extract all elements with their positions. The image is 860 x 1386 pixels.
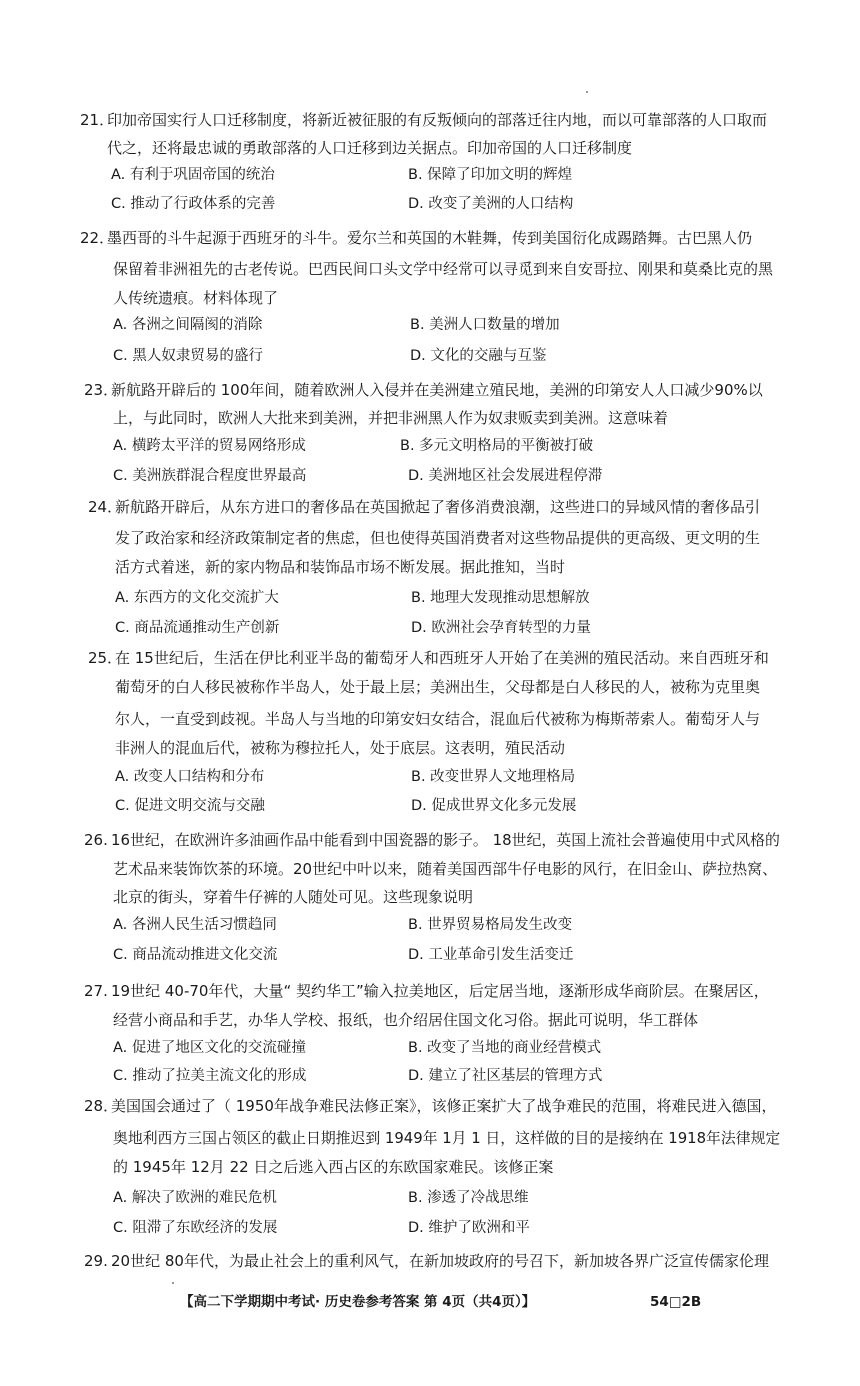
question-number: 28． bbox=[84, 1097, 119, 1115]
question-stem-line: 上，与此同时，欧洲人大批来到美洲，并把非洲黑人作为奴隶贩卖到美洲。这意味着 bbox=[113, 409, 669, 427]
option-c: C. 促进文明交流与交融 bbox=[115, 798, 265, 814]
question-stem-line: 保留着非洲祖先的古老传说。巴西民间口头文学中经常可以寻觅到来自安哥拉、刚果和莫桑比克的黑 bbox=[113, 260, 774, 278]
option-d: D. 建立了社区基层的管理方式 bbox=[408, 1068, 603, 1084]
question-stem-line: 奥地利西方三国占领区的截止日期推迟到 1949年 1月 1 日，这样做的目的是接纳在 1918年法律规定 bbox=[113, 1129, 781, 1147]
option-a: A. 各洲之间隔阂的消除 bbox=[113, 317, 263, 333]
option-b: B. 美洲人口数量的增加 bbox=[410, 317, 560, 333]
option-b: B. 改变了当地的商业经营模式 bbox=[408, 1040, 602, 1056]
option-a: A. 东西方的文化交流扩大 bbox=[115, 590, 279, 606]
option-d: D. 工业革命引发生活变迁 bbox=[408, 947, 574, 963]
option-a: A. 解决了欧洲的难民危机 bbox=[113, 1190, 277, 1206]
question-stem-line: 艺术品来装饰饮茶的环境。20世纪中叶以来，随着美国西部牛仔电影的风行，在旧金山、萨拉热窝、 bbox=[113, 860, 778, 878]
option-c: C. 黑人奴隶贸易的盛行 bbox=[113, 348, 263, 364]
option-d: D. 维护了欧洲和平 bbox=[408, 1220, 530, 1236]
question-stem-line: 新航路开辟后，从东方进口的奢侈品在英国掀起了奢侈消费浪潮，这些进口的异域风情的奢侈品引 bbox=[115, 498, 761, 516]
question-number: 22． bbox=[80, 229, 115, 247]
option-c: C. 商品流动推进文化交流 bbox=[113, 947, 278, 963]
option-c: C. 美洲族群混合程度世界最高 bbox=[113, 468, 307, 484]
option-c: C. 阻滞了东欧经济的发展 bbox=[113, 1220, 278, 1236]
page-footer bbox=[0, 1292, 860, 1314]
option-b: B. 地理大发现推动思想解放 bbox=[411, 590, 590, 606]
option-d: D. 美洲地区社会发展进程停滞 bbox=[408, 468, 603, 484]
footer-paper-code: 54□2B bbox=[650, 1294, 702, 1310]
question-stem-line: 尔人，一直受到歧视。半岛人与当地的印第安妇女结合，混血后代被称为梅斯蒂索人。葡萄牙人与 bbox=[115, 710, 761, 728]
option-a: A. 改变人口结构和分布 bbox=[115, 769, 265, 785]
option-d: D. 促成世界文化多元发展 bbox=[411, 798, 577, 814]
option-a: A. 促进了地区文化的交流碰撞 bbox=[113, 1040, 306, 1056]
option-b: B. 世界贸易格局发生改变 bbox=[408, 917, 573, 933]
option-a: A. 有利于巩固帝国的统治 bbox=[111, 167, 275, 183]
option-c: C. 商品流通推动生产创新 bbox=[115, 620, 280, 636]
option-c: C. 推动了行政体系的完善 bbox=[111, 196, 276, 212]
scan-dot bbox=[172, 1282, 174, 1284]
option-a: A. 横跨太平洋的贸易网络形成 bbox=[113, 438, 306, 454]
question-stem-line: 20世纪 80年代，为最止社会上的重利风气，在新加坡政府的号召下，新加坡各界广泛宣传儒家伦理 bbox=[111, 1252, 769, 1270]
question-stem-line: 19世纪 40-70年代，大量“ 契约华工”输入拉美地区，后定居当地，逐渐形成华商阶层。在聚居区， bbox=[111, 982, 769, 1000]
question-stem-line: 北京的街头，穿着牛仔裤的人随处可见。这些现象说明 bbox=[113, 888, 474, 906]
question-number: 27. bbox=[84, 982, 108, 1000]
question-stem-line: 非洲人的混血后代，被称为穆拉托人，处于底层。这表明，殖民活动 bbox=[115, 739, 566, 757]
question-stem-line: 印加帝国实行人口迁移制度，将新近被征服的有反叛倾向的部落迁往内地，而以可靠部落的人口取而 bbox=[107, 111, 768, 129]
question-number: 25． bbox=[88, 649, 123, 667]
question-stem-line: 代之，还将最忠诚的勇敢部落的人口迁移到边关据点。印加帝国的人口迁移制度 bbox=[107, 139, 633, 157]
question-number: 23． bbox=[84, 381, 119, 399]
question-stem-line: 新航路开辟后的 100年间，随着欧洲人入侵并在美洲建立殖民地，美洲的印第安人人口减少90%以 bbox=[111, 381, 763, 399]
question-stem-line: 葡萄牙的白人移民被称作半岛人，处于最上层；美洲出生，父母都是白人移民的人，被称为克里奥 bbox=[115, 678, 761, 696]
option-c: C. 推动了拉美主流文化的形成 bbox=[113, 1068, 307, 1084]
question-stem-line: 美国国会通过了（ 1950年战争难民法修正案》，该修正案扩大了战争难民的范围，将难民进入德国， bbox=[111, 1097, 777, 1115]
question-number: 21． bbox=[80, 111, 115, 129]
question-number: 26. bbox=[84, 831, 108, 849]
option-d: D. 欧洲社会孕育转型的力量 bbox=[411, 620, 591, 636]
question-stem-line: 墨西哥的斗牛起源于西班牙的斗牛。爱尔兰和英国的木鞋舞，传到美国衍化成踢踏舞。古巴黑人仍 bbox=[107, 229, 753, 247]
option-a: A. 各洲人民生活习惯趋同 bbox=[113, 917, 277, 933]
question-stem-line: 16世纪，在欧洲许多油画作品中能看到中国瓷器的影子。 18世纪，英国上流社会普遍使用中式风格的 bbox=[111, 831, 780, 849]
question-stem-line: 在 15世纪后，生活在伊比利亚半岛的葡萄牙人和西班牙人开始了在美洲的殖民活动。来自西班牙和 bbox=[115, 649, 769, 667]
scan-dot bbox=[586, 91, 588, 93]
option-b: B. 渗透了冷战思维 bbox=[408, 1190, 529, 1206]
question-stem-line: 的 1945年 12月 22 日之后逃入西占区的东欧国家难民。该修正案 bbox=[113, 1158, 554, 1176]
question-number: 29. bbox=[84, 1252, 108, 1270]
option-d: D. 改变了美洲的人口结构 bbox=[408, 196, 574, 212]
footer-exam-title: 【高二下学期期中考试· 历史卷参考答案 第 4页（共4页）】 bbox=[180, 1294, 536, 1310]
option-b: B. 改变世界人文地理格局 bbox=[411, 769, 576, 785]
question-stem-line: 发了政治家和经济政策制定者的焦虑，但也使得英国消费者对这些物品提供的更高级、更文明的生 bbox=[115, 529, 761, 547]
option-b: B. 多元文明格局的平衡被打破 bbox=[400, 438, 594, 454]
option-d: D. 文化的交融与互鉴 bbox=[410, 348, 547, 364]
option-b: B. 保障了印加文明的辉煌 bbox=[408, 167, 573, 183]
question-stem-line: 经营小商品和手艺，办华人学校、报纸，也介绍居住国文化习俗。据此可说明，华工群体 bbox=[113, 1011, 699, 1029]
question-number: 24． bbox=[88, 498, 123, 516]
question-stem-line: 活方式着迷，新的家内物品和装饰品市场不断发展。据此推知，当时 bbox=[115, 558, 566, 576]
question-stem-line: 人传统遗痕。材料体现了 bbox=[113, 289, 279, 307]
